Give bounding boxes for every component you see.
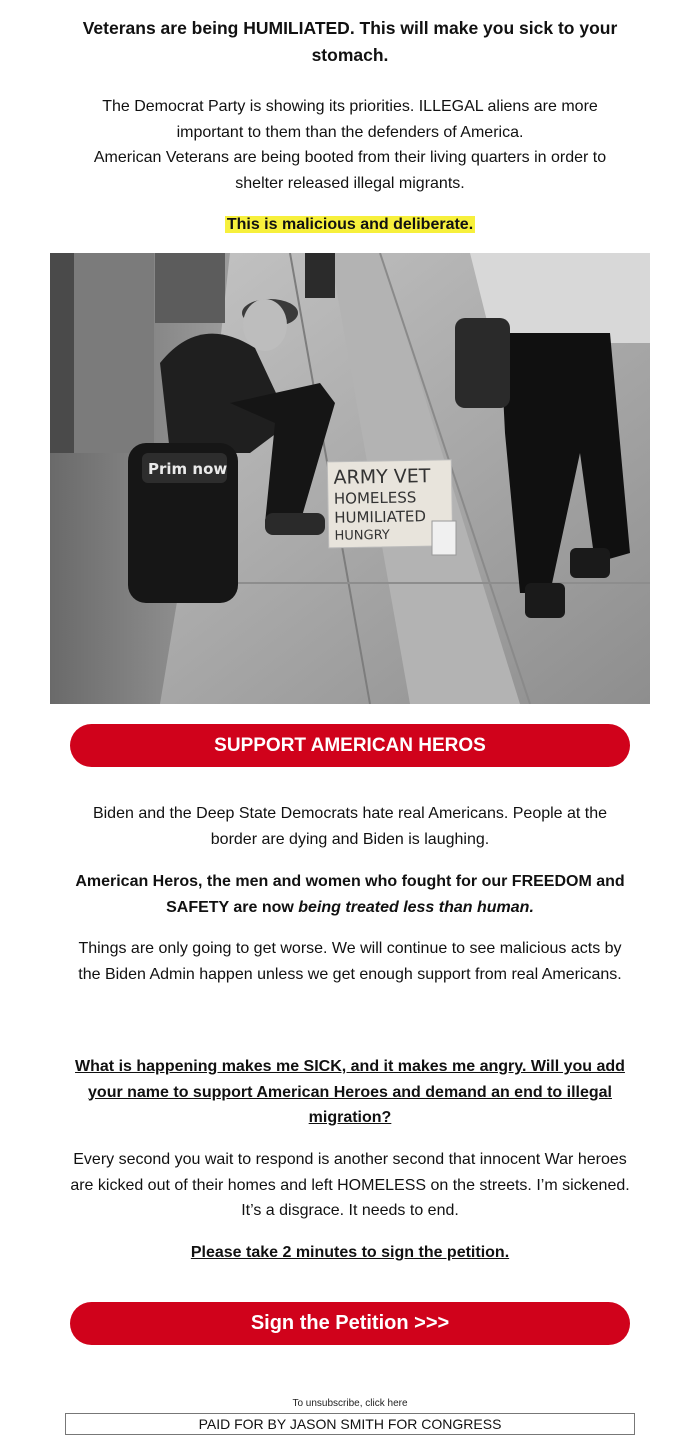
unsubscribe-link[interactable]: click here [365,1398,408,1409]
highlight-text: This is malicious and deliberate. [226,216,474,233]
intro-paragraph-1: The Democrat Party is showing its priorities. ILLEGAL aliens are more important to them than the defenders of America. [102,98,598,141]
body-paragraph-4: Every second you wait to respond is another second that innocent War heroes are kicked out of their homes and left HOMELESS on the streets. I’m sickened. It’s a disgrace. It needs to end. [70,1151,630,1219]
sign-petition-button[interactable]: Sign the Petition >>> [70,1302,630,1345]
hero-photo [50,253,650,704]
body-paragraph-2-bold: American Heros, the men and women who fought for our FREEDOM and SAFETY are now [75,873,625,916]
body-paragraph-2-italic: being treated less than human. [298,898,534,916]
headline [70,15,630,69]
headline-line-2: stomach. [311,45,389,65]
sign-line-1: ARMY VET [333,465,431,489]
paid-for-disclaimer: PAID FOR BY JASON SMITH FOR CONGRESS [65,1413,635,1435]
unsubscribe-line [0,1398,700,1410]
sign-line-2: HOMELESS [333,488,417,508]
body-paragraph-2 [70,869,630,920]
petition-ask-link[interactable]: Please take 2 minutes to sign the petition. [190,1244,510,1261]
body-paragraph-1: Biden and the Deep State Democrats hate real Americans. People at the border are dying and Biden is laughing. [92,805,608,848]
backpack-label: Prim now [148,460,228,478]
hero-photo-drawing [50,253,650,704]
intro-paragraph-2: American Veterans are being booted from their living quarters in order to shelter released illegal migrants. [93,149,607,192]
headline-line-1: Veterans are being HUMILIATED. This will make you sick to your [82,18,618,38]
sign-line-4: HUNGRY [334,527,390,544]
petition-question-link[interactable]: What is happening makes me SICK, and it makes me angry. Will you add your name to support American Heroes and demand an end to illegal migration? [75,1058,625,1126]
body-paragraph-3: Things are only going to get worse. We will continue to see malicious acts by the Biden Admin happen unless we get enough support from real Americans. [78,940,622,983]
unsubscribe-prefix: To unsubscribe, [292,1398,366,1409]
sign-line-3: HUMILIATED [334,507,427,527]
support-american-heros-button[interactable]: SUPPORT AMERICAN HEROS [70,724,630,767]
highlight-line [70,212,630,238]
